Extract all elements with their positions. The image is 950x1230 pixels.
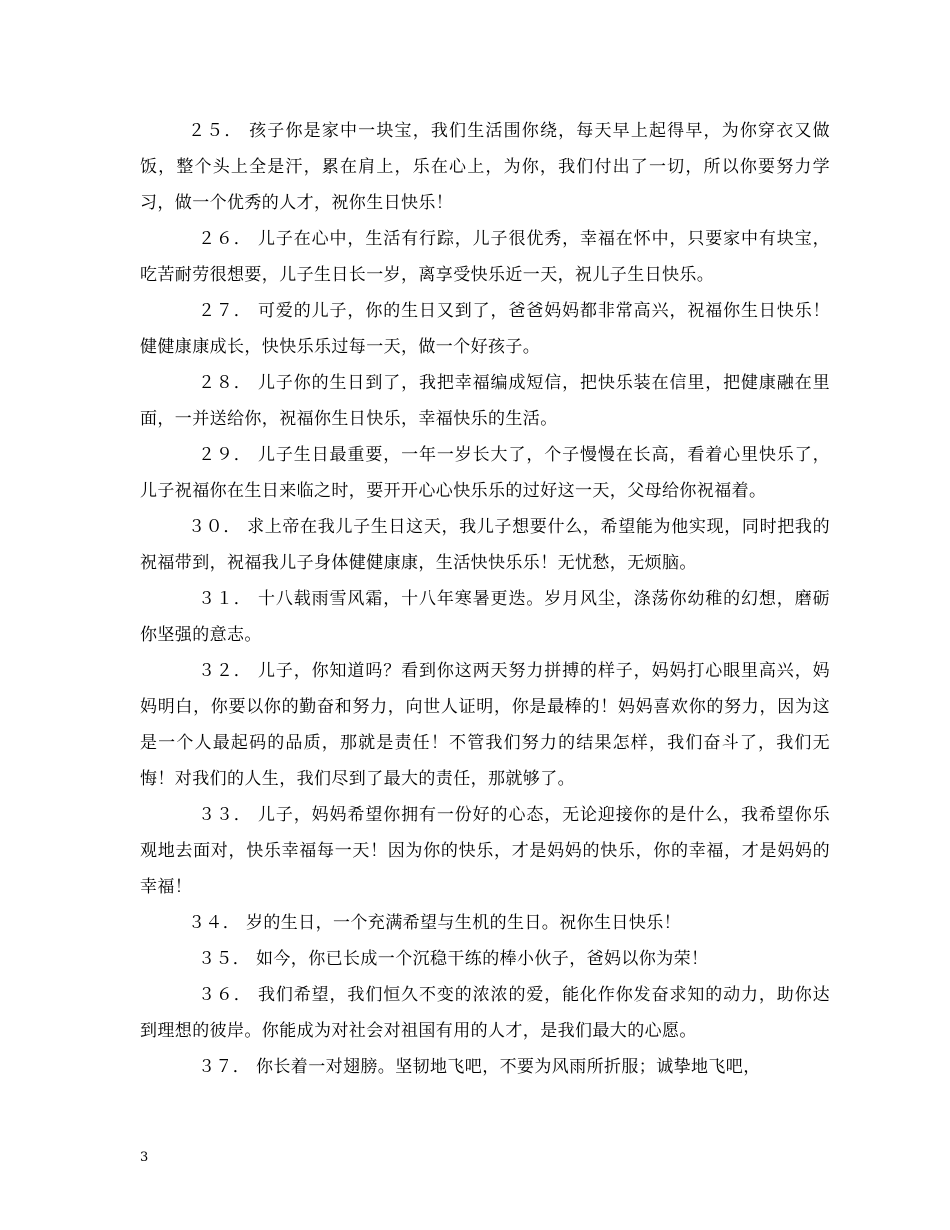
paragraph-36: ３６． 我们希望，我们恒久不变的浓浓的爱，能化作你发奋求知的动力，助你达到理想的彼岸。你能成为对社会对祖国有用的人才，是我们最大的心愿。 bbox=[140, 985, 830, 1041]
paragraph-30: ３０． 求上帝在我儿子生日这天，我儿子想要什么，希望能为他实现，同时把我的祝福带到，祝福我儿子身体健健康康，生活快快乐乐！无忧愁，无烦脑。 bbox=[140, 517, 830, 573]
paragraph-33: ３３． 儿子，妈妈希望你拥有一份好的心态，无论迎接你的是什么，我希望你乐观地去面对，快乐幸福每一天！因为你的快乐，才是妈妈的快乐，你的幸福，才是妈妈的幸福！ bbox=[140, 805, 830, 897]
paragraph-28: ２８． 儿子你的生日到了，我把幸福编成短信，把快乐装在信里，把健康融在里面，一并送给你，祝福你生日快乐，幸福快乐的生活。 bbox=[140, 373, 830, 429]
paragraph-27: ２７． 可爱的儿子，你的生日又到了，爸爸妈妈都非常高兴，祝福你生日快乐！健健康康成长，快快乐乐过每一天，做一个好孩子。 bbox=[140, 301, 830, 357]
paragraph-31: ３１． 十八载雨雪风霜，十八年寒暑更迭。岁月风尘，涤荡你幼稚的幻想，磨砺你坚强的意志。 bbox=[140, 589, 830, 645]
page-number: 3 bbox=[140, 1150, 149, 1165]
paragraph-25: ２５． 孩子你是家中一块宝，我们生活围你绕，每天早上起得早，为你穿衣又做饭，整个头上全是汗，累在肩上，乐在心上，为你，我们付出了一切，所以你要努力学习，做一个优秀的人才，祝你生日快乐！ bbox=[140, 121, 830, 213]
paragraph-26: ２６． 儿子在心中，生活有行踪，儿子很优秀，幸福在怀中，只要家中有块宝，吃苦耐劳很想要，儿子生日长一岁，离享受快乐近一天，祝儿子生日快乐。 bbox=[140, 229, 830, 285]
paragraph-37: ３７． 你长着一对翅膀。坚韧地飞吧，不要为风雨所折服；诚挚地飞吧， bbox=[198, 1057, 761, 1077]
paragraph-32: ３２． 儿子，你知道吗？看到你这两天努力拼搏的样子，妈妈打心眼里高兴，妈妈明白，你要以你的勤奋和努力，向世人证明，你是最棒的！妈妈喜欢你的努力，因为这是一个人最起码的品质，那就是责任！不管我们努力的结果怎样，我们奋斗了，我们无悔！对我们的人生，我们尽到了最大的责任，那就够了。 bbox=[140, 661, 830, 789]
paragraph-29: ２９． 儿子生日最重要，一年一岁长大了，个子慢慢在长高，看着心里快乐了，儿子祝福你在生日来临之时，要开开心心快乐乐的过好这一天，父母给你祝福着。 bbox=[140, 445, 830, 501]
document-body bbox=[140, 113, 830, 1085]
paragraph-35: ３５． 如今，你已长成一个沉稳干练的棒小伙子，爸妈以你为荣！ bbox=[198, 949, 709, 969]
paragraph-34: ３４． 岁的生日，一个充满希望与生机的生日。祝你生日快乐！ bbox=[188, 913, 682, 933]
